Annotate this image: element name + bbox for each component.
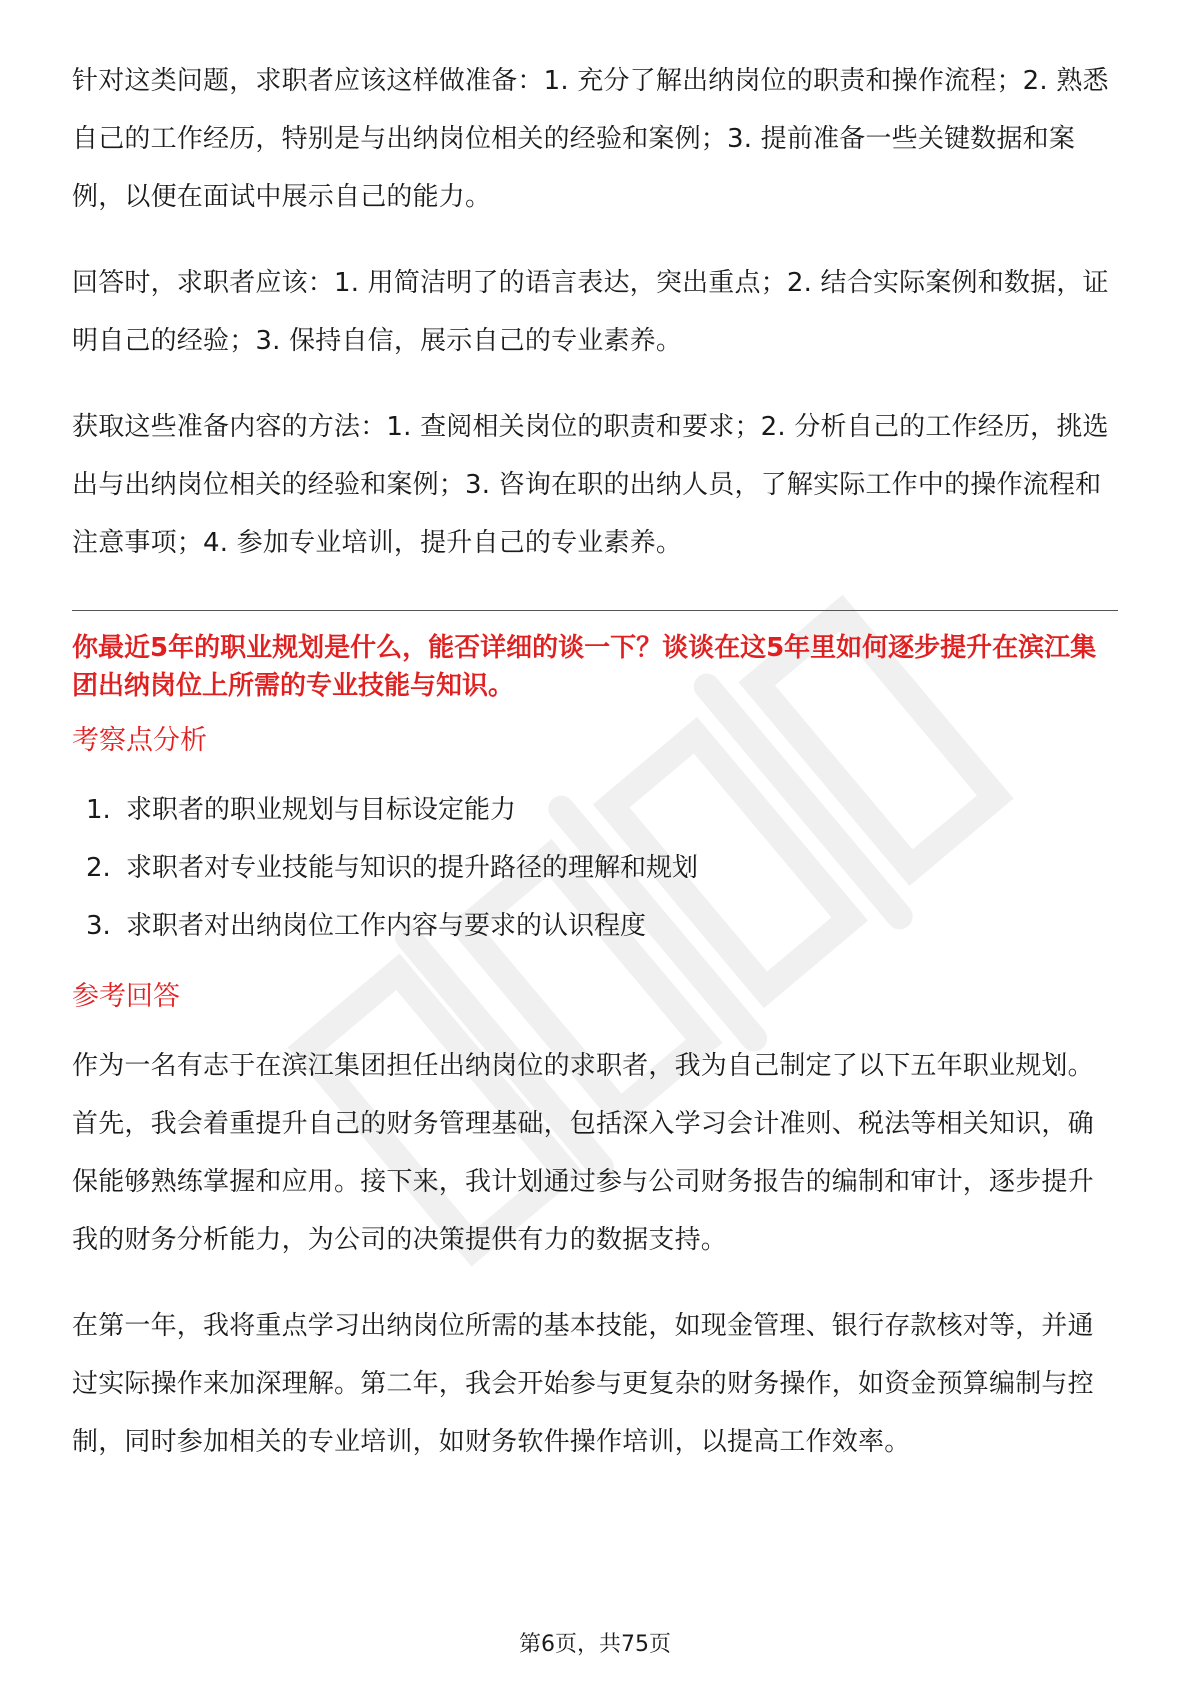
list-item-number: 3. [86,911,111,941]
answer-title: 参考回答 [72,981,180,1012]
content-area [72,52,1118,1499]
list-item-text: 求职者对专业技能与知识的提升路径的理解和规划 [126,853,699,883]
analysis-points-list [72,781,1118,955]
list-item-number: 2. [86,853,111,883]
list-item-text: 求职者的职业规划与目标设定能力 [126,795,517,825]
answer-paragraph: 作为一名有志于在滨江集团担任出纳岗位的求职者，我为自己制定了以下五年职业规划。首先，我会着重提升自己的财务管理基础，包括深入学习会计准则、税法等相关知识，确保能够熟练掌握和应用。接下来，我计划通过参与公司财务报告的编制和审计，逐步提升我的财务分析能力，为公司的决策提供有力的数据支持。 [72,1051,1094,1255]
paragraph-answering: 回答时，求职者应该：1. 用简洁明了的语言表达，突出重点；2. 结合实际案例和数据，证明自己的经验；3. 保持自信，展示自己的专业素养。 [72,268,1109,356]
section-divider [72,610,1118,611]
analysis-title: 考察点分析 [72,725,207,756]
paragraph-methods: 获取这些准备内容的方法：1. 查阅相关岗位的职责和要求；2. 分析自己的工作经历，挑选出与出纳岗位相关的经验和案例；3. 咨询在职的出纳人员，了解实际工作中的操作流程和注意事项；4. 参加专业培训，提升自己的专业素养。 [72,412,1109,558]
list-item [72,897,1118,955]
list-item-text: 求职者对出纳岗位工作内容与要求的认识程度 [126,911,647,941]
page-number-footer: 第6页，共75页 [519,1632,671,1657]
list-item [72,781,1118,839]
list-item-number: 1. [86,795,111,825]
paragraph-preparation: 针对这类问题，求职者应该这样做准备：1. 充分了解出纳岗位的职责和操作流程；2. 熟悉自己的工作经历，特别是与出纳岗位相关的经验和案例；3. 提前准备一些关键数据和案例，以便在面试中展示自己的能力。 [72,66,1109,212]
answer-paragraph: 在第一年，我将重点学习出纳岗位所需的基本技能，如现金管理、银行存款核对等，并通过实际操作来加深理解。第二年，我会开始参与更复杂的财务操作，如资金预算编制与控制，同时参加相关的专业培训，如财务软件操作培训，以提高工作效率。 [72,1311,1094,1457]
question-heading: 你最近5年的职业规划是什么，能否详细的谈一下？谈谈在这5年里如何逐步提升在滨江集团出纳岗位上所需的专业技能与知识。 [72,633,1097,701]
list-item [72,839,1118,897]
